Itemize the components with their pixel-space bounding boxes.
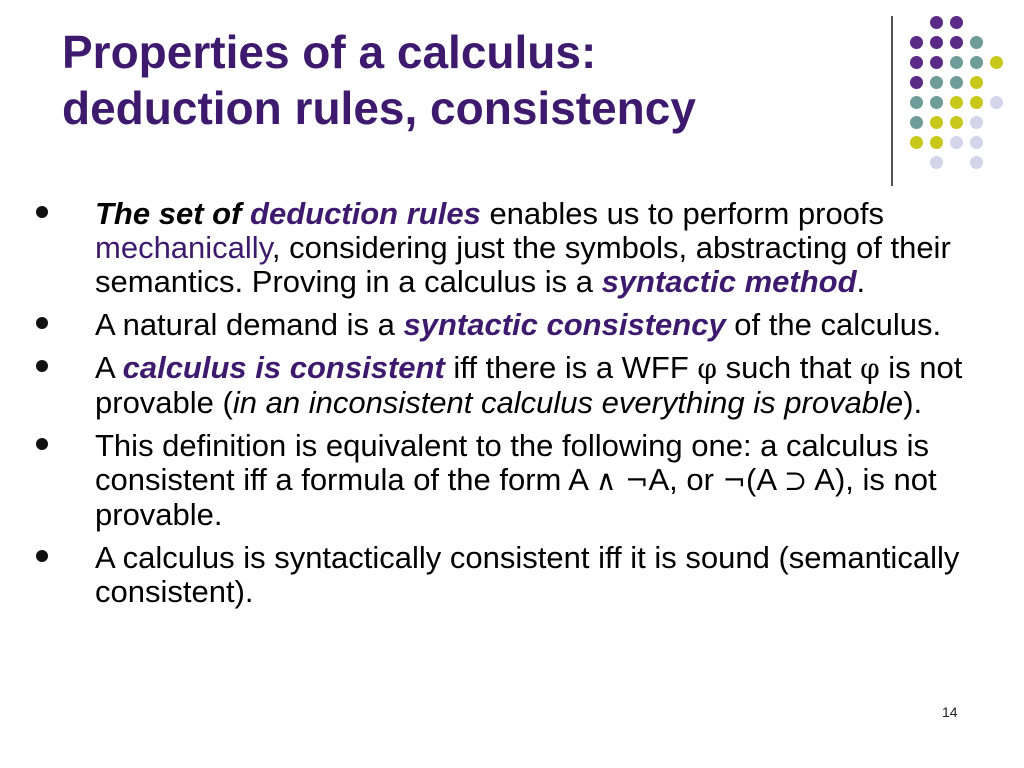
bullet-dot-icon xyxy=(36,550,48,562)
text-run: A), is not provable. xyxy=(95,462,937,532)
bullet-list xyxy=(28,197,988,618)
term-syntactic-consistency: syntactic consistency xyxy=(403,307,726,342)
decorative-dot xyxy=(950,96,963,109)
decorative-dot xyxy=(950,76,963,89)
bullet-dot-icon xyxy=(36,438,48,450)
bullet-item-5 xyxy=(28,541,988,609)
text-run: The set of xyxy=(95,196,251,231)
negation-symbol: ¬ xyxy=(624,464,649,497)
decorative-dot xyxy=(970,156,983,169)
decorative-dot xyxy=(930,116,943,129)
text-run: A, or xyxy=(648,462,723,497)
decorative-dot xyxy=(930,56,943,69)
bullet-dot-icon xyxy=(36,206,48,218)
text-run: iff there is a WFF xyxy=(444,350,698,385)
italic-note: in an inconsistent calculus everything is provable xyxy=(232,385,904,420)
decorative-dot xyxy=(910,116,923,129)
text-run: such that xyxy=(717,350,861,385)
decorative-dot xyxy=(930,156,943,169)
phi-symbol: φ xyxy=(860,352,880,385)
bullet-item-2 xyxy=(28,308,988,342)
decorative-dot xyxy=(910,136,923,149)
superset-symbol: ⊃ xyxy=(783,464,808,497)
phi-symbol: φ xyxy=(697,352,718,385)
decorative-dot xyxy=(910,36,923,49)
bullet-item-1 xyxy=(28,197,988,299)
text-run: is not provable ( xyxy=(95,350,963,420)
title-line-1: Properties of a calculus: xyxy=(62,26,597,78)
text-run: A xyxy=(95,350,123,385)
term-deduction-rules: deduction rules xyxy=(250,196,481,231)
decorative-dot xyxy=(950,116,963,129)
text-run: , considering just the symbols, abstracting of their semantics. Proving in a calculus is a xyxy=(95,230,951,299)
decorative-dot xyxy=(970,76,983,89)
text-run: . xyxy=(856,264,866,299)
text-run: ). xyxy=(903,385,923,420)
decorative-dot xyxy=(910,76,923,89)
text-run: (A xyxy=(746,462,784,497)
decorative-dot xyxy=(930,16,943,29)
vertical-divider xyxy=(891,16,893,186)
text-run: A calculus is syntactically consistent iff it is sound (semantically consistent). xyxy=(95,540,960,609)
term-calculus-is-consistent: calculus is consistent xyxy=(122,350,445,385)
decorative-dot xyxy=(970,116,983,129)
decorative-dot xyxy=(970,96,983,109)
decorative-dot xyxy=(970,136,983,149)
slide-title xyxy=(62,24,862,136)
logical-and-symbol: ∧ xyxy=(595,464,617,497)
bullet-dot-icon xyxy=(36,317,48,329)
decorative-dot xyxy=(950,136,963,149)
decorative-dot xyxy=(970,36,983,49)
negation-symbol: ¬ xyxy=(722,464,746,497)
title-line-2: deduction rules, consistency xyxy=(62,82,696,134)
decorative-dot xyxy=(930,96,943,109)
decorative-dot xyxy=(950,56,963,69)
bullet-item-3 xyxy=(28,351,988,420)
decorative-dot xyxy=(930,136,943,149)
text-run: This definition is equivalent to the following one: a calculus is consistent iff a formula of the form A xyxy=(95,428,930,497)
decorative-dot xyxy=(910,56,923,69)
term-mechanically: mechanically xyxy=(95,230,272,265)
decorative-dot xyxy=(910,96,923,109)
text-run: A natural demand is a xyxy=(95,307,404,342)
text-run: enables us to perform proofs xyxy=(480,196,885,231)
decorative-dot xyxy=(930,76,943,89)
bullet-dot-icon xyxy=(36,360,48,372)
decorative-dot xyxy=(930,36,943,49)
decorative-dot-grid xyxy=(904,10,1014,170)
term-syntactic-method: syntactic method xyxy=(601,264,857,299)
decorative-dot xyxy=(950,36,963,49)
decorative-dot xyxy=(990,56,1003,69)
bullet-item-4 xyxy=(28,429,988,532)
page-number: 14 xyxy=(942,704,958,720)
decorative-dot xyxy=(970,56,983,69)
text-run: of the calculus. xyxy=(725,307,942,342)
text-run xyxy=(616,462,625,497)
decorative-dot xyxy=(950,16,963,29)
decorative-dot xyxy=(990,96,1003,109)
